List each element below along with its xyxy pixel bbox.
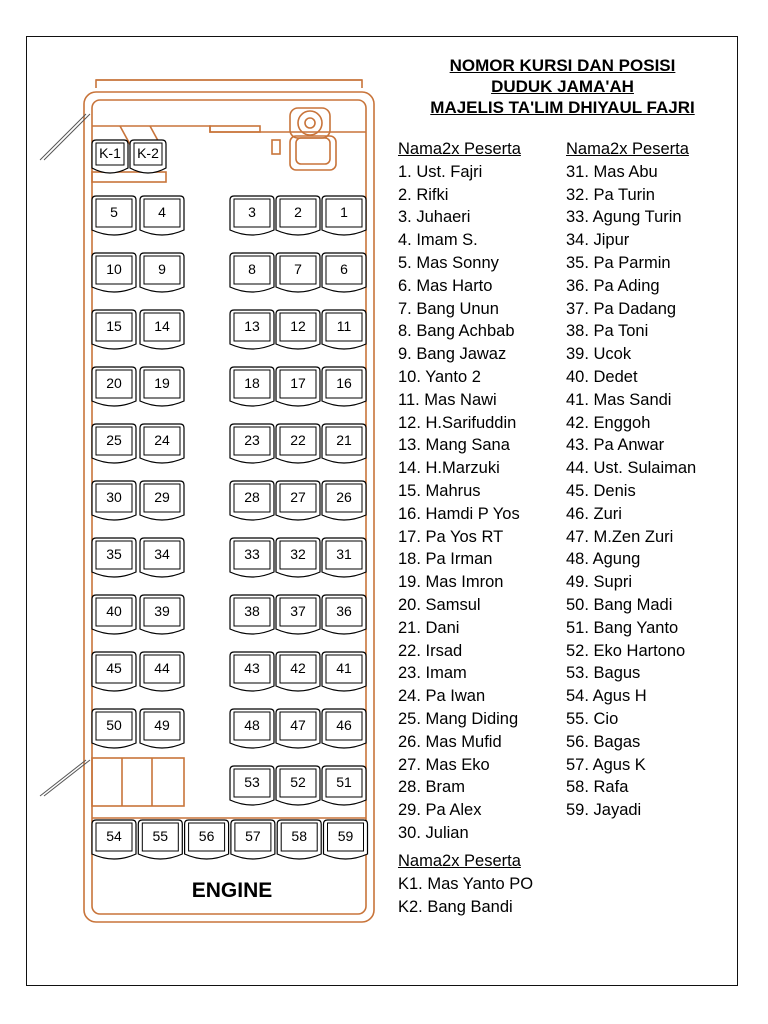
crew-list [398,850,533,918]
seat-number: 23 [244,432,260,448]
participant-column-1 [398,138,521,845]
seat-number: 57 [245,828,261,844]
seat [140,196,184,235]
list-item: 27. Mas Eko [398,755,490,774]
seat [92,538,136,577]
list-item: 5. Mas Sonny [398,253,499,272]
seat-number: 35 [106,546,122,562]
seat-number: 41 [336,660,352,676]
seat-number: 48 [244,717,260,733]
list-item: 16. Hamdi P Yos [398,504,520,523]
seat [322,367,366,406]
seat-number: 32 [290,546,306,562]
seat-number: 40 [106,603,122,619]
seat-number: 44 [154,660,170,676]
seat [276,766,320,805]
seat [92,709,136,748]
list-item: 23. Imam [398,664,467,683]
seat [322,766,366,805]
seat-grid [92,140,368,859]
seat [322,481,366,520]
seat-number: 4 [158,204,166,220]
seat [322,652,366,691]
seat-number: 50 [106,717,122,733]
list-item: 58. Rafa [566,778,629,797]
seat-number: 8 [248,261,256,277]
seat [92,196,136,235]
list-item: 8. Bang Achbab [398,322,515,341]
list-item: 2. Rifki [398,185,449,204]
seat-number: 36 [336,603,352,619]
seat-number: 43 [244,660,260,676]
list-item: 52. Eko Hartono [566,641,686,660]
seat-number: 24 [154,432,170,448]
list-item: 37. Pa Dadang [566,299,677,318]
list-item: 35. Pa Parmin [566,253,671,272]
list-item: 41. Mas Sandi [566,390,672,409]
seat-number: 16 [336,375,352,391]
seat-number: 33 [244,546,260,562]
seat-number: 7 [294,261,302,277]
seat-number: 51 [336,774,352,790]
list-item: 11. Mas Nawi [398,390,497,409]
seat [230,424,274,463]
seat-number: 37 [290,603,306,619]
list-item: 26. Mas Mufid [398,732,502,751]
seat-number: 28 [244,489,260,505]
seat [140,709,184,748]
seat [140,595,184,634]
seat-number: 11 [336,318,352,334]
seat-number: 20 [106,375,122,391]
seat [322,196,366,235]
seat-number: 53 [244,774,260,790]
list-item: 48. Agung [566,550,641,569]
list-item: 30. Julian [398,823,469,842]
seat [322,253,366,292]
list-item: 22. Irsad [398,641,463,660]
list-item: 59. Jayadi [566,801,642,820]
seat-number: 27 [290,489,306,505]
list-item: 43. Pa Anwar [566,436,665,455]
list-item: 47. M.Zen Zuri [566,527,674,546]
list-item: K1. Mas Yanto PO [398,874,534,893]
list-item: 29. Pa Alex [398,801,482,820]
seat-number: 2 [294,204,302,220]
list-item: 44. Ust. Sulaiman [566,459,697,478]
seat [230,196,274,235]
list-item: 34. Jipur [566,231,630,250]
list-item: 49. Supri [566,573,633,592]
seat [276,538,320,577]
seat-number: 34 [154,546,170,562]
list-item: 14. H.Marzuki [398,459,500,478]
list-item: 12. H.Sarifuddin [398,413,517,432]
list-item: 33. Agung Turin [566,208,682,227]
seat [92,481,136,520]
seat-number: 59 [337,828,354,844]
list-item: 39. Ucok [566,345,632,364]
list-item: 50. Bang Madi [566,595,673,614]
seat-number: 12 [290,318,306,334]
seat [92,652,136,691]
seat [140,367,184,406]
seat-number: 42 [290,660,306,676]
seat [322,595,366,634]
seat [138,820,182,859]
seat-number: 10 [106,261,122,277]
seat [276,595,320,634]
seat-number: 46 [336,717,352,733]
seat-number: 45 [106,660,122,676]
seat-number: 55 [152,828,169,844]
seat [231,820,275,859]
seat-number: 1 [340,204,348,220]
seat-number: 13 [244,318,260,334]
seat-number: 19 [154,375,170,391]
seat [276,310,320,349]
seat [140,310,184,349]
seat [140,253,184,292]
seat-number: 54 [106,828,122,844]
list-item: 45. Denis [566,481,636,500]
seat [276,709,320,748]
participant-column-2 [566,138,696,822]
list-item: 4. Imam S. [398,231,478,250]
seat [276,367,320,406]
list-item: 31. Mas Abu [566,162,658,181]
seat-number: 22 [290,432,306,448]
seat [185,820,229,859]
seat [230,367,274,406]
list-item: 18. Pa Irman [398,550,493,569]
seat [92,367,136,406]
seat-number: 47 [290,717,306,733]
seat [277,820,321,859]
list-item: 17. Pa Yos RT [398,527,504,546]
list-item: 55. Cio [566,709,619,728]
seat-number: 29 [154,489,170,505]
seat-number: 9 [158,261,166,277]
seat [276,652,320,691]
list-item: 54. Agus H [566,687,647,706]
list-item: 20. Samsul [398,595,481,614]
list-item: 19. Mas Imron [398,573,504,592]
list-item: 51. Bang Yanto [566,618,679,637]
title-line-1: NOMOR KURSI DAN POSISI [449,56,676,75]
title-line-2: DUDUK JAMA'AH [491,77,634,96]
seat-number: 5 [110,204,118,220]
seat [230,709,274,748]
engine-label: ENGINE [191,879,273,902]
list-item: 3. Juhaeri [398,208,471,227]
seat-number: K-2 [137,145,159,161]
seat-number: 21 [336,432,352,448]
list-item: 28. Bram [398,778,465,797]
seat [322,709,366,748]
seat-number: 31 [336,546,352,562]
list-item: 46. Zuri [566,504,622,523]
seat [92,140,128,173]
seat-number: 38 [244,603,260,619]
seat [230,766,274,805]
seat [230,538,274,577]
seat [140,538,184,577]
seat-number: 14 [154,318,170,334]
seat-number: 17 [290,375,306,391]
list-item: 1. Ust. Fajri [398,162,483,181]
seat [92,595,136,634]
list-item: 25. Mang Diding [398,709,519,728]
list-item: 21. Dani [398,618,460,637]
seat-number: 26 [336,489,352,505]
seat [230,310,274,349]
mirror-lines [40,114,90,796]
seat [92,820,136,859]
seat [140,424,184,463]
list-item: 15. Mahrus [398,481,481,500]
column-header: Nama2x Peserta [398,852,521,870]
seat [322,424,366,463]
seat [276,424,320,463]
title-line-3: MAJELIS TA'LIM DHIYAUL FAJRI [430,98,695,117]
seat-number: 18 [244,375,260,391]
seat [92,424,136,463]
seat [276,481,320,520]
seat-number: 58 [291,828,307,844]
seat [140,481,184,520]
seat-number: 3 [248,204,256,220]
seat-number: 6 [340,261,348,277]
seat [130,140,166,173]
seat [230,652,274,691]
seat [230,481,274,520]
seat [322,310,366,349]
list-item: 42. Enggoh [566,413,651,432]
seat-number: 56 [198,828,215,844]
list-item: 36. Pa Ading [566,276,660,295]
seat [324,820,368,859]
seat [230,595,274,634]
list-item: 6. Mas Harto [398,276,493,295]
list-item: 53. Bagus [566,664,641,683]
list-item: 38. Pa Toni [566,322,649,341]
seat-number: 39 [154,603,170,619]
list-item: 24. Pa Iwan [398,687,486,706]
seat [276,253,320,292]
list-item: 13. Mang Sana [398,436,510,455]
seat [276,196,320,235]
list-item: 40. Dedet [566,367,638,386]
seat [230,253,274,292]
seat-number: 49 [154,717,170,733]
seat [92,310,136,349]
list-item: 9. Bang Jawaz [398,345,507,364]
column-header: Nama2x Peserta [566,140,689,158]
list-item: 10. Yanto 2 [398,367,481,386]
list-item: 7. Bang Unun [398,299,499,318]
seat-number: K-1 [99,145,121,161]
seat-number: 52 [290,774,306,790]
seat-number: 25 [106,432,122,448]
seat-number: 30 [106,489,122,505]
seat-number: 15 [106,318,122,334]
list-item: 32. Pa Turin [566,185,655,204]
seat [322,538,366,577]
list-item: K2. Bang Bandi [398,897,513,916]
column-header: Nama2x Peserta [398,140,521,158]
list-item: 57. Agus K [566,755,646,774]
seat [140,652,184,691]
list-item: 56. Bagas [566,732,641,751]
seat [92,253,136,292]
